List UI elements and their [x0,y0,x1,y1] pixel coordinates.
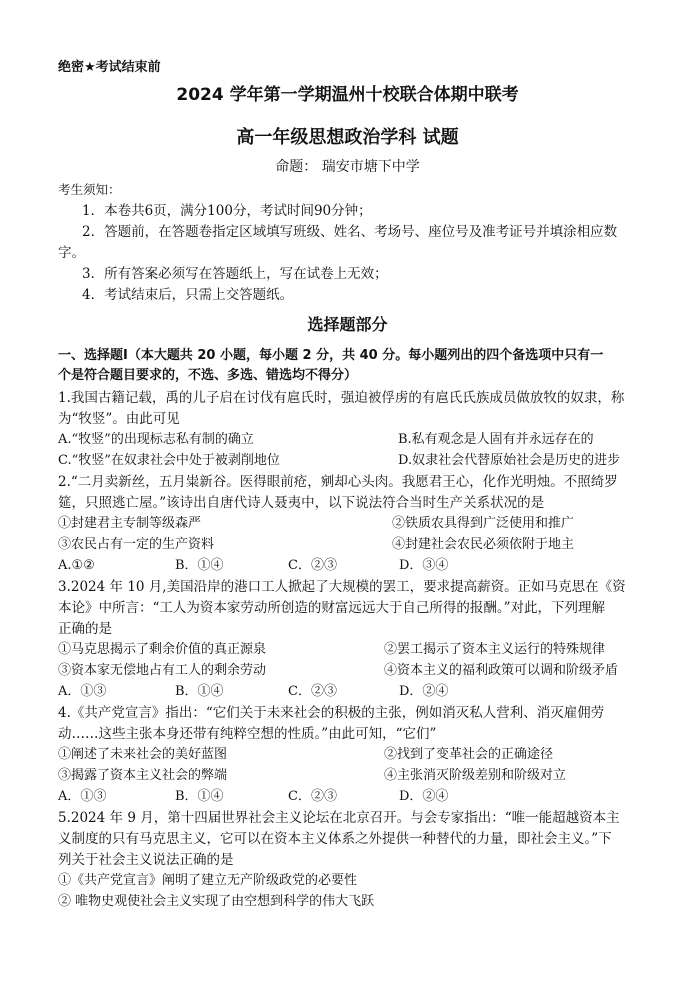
question-3-stem: 3.2024 年 10 月,美国沿岸的港口工人掀起了大规模的罢工，要求提高薪资。正如马克思在《资 [58,579,626,595]
exam-author: 命题： 瑞安市塘下中学 [275,159,420,175]
section-title: 选择题部分 [307,315,388,334]
statement-3: ③揭露了资本主义社会的弊端 [58,768,228,783]
option-b: B.私有观念是人固有并永远存在的 [398,432,594,447]
statement-4: ④资本主义的福利政策可以调和阶级矛盾 [384,663,619,678]
statement-1: ①阐述了未来社会的美好蓝图 [58,747,228,762]
option-c: C．②③ [288,558,337,573]
option-d: D．②④ [399,684,449,699]
question-3-stem: 本论》中所言：“工人为资本家劳动所创造的财富远远大于自己所得的报酬。”对此，下列理解 [58,600,606,616]
option-c: C.“牧竖”在奴隶社会中处于被剥削地位 [58,453,280,468]
statement-1: ①马克思揭示了剩余价值的真正源泉 [58,642,267,657]
statement-2: ②罢工揭示了资本主义运行的特殊规律 [384,642,606,657]
statement-2: ② 唯物史观使社会主义实现了由空想到科学的伟大飞跃 [58,894,375,909]
secret-label: 绝密★考试结束前 [58,60,161,75]
option-a: A.“牧竖”的出现标志私有制的确立 [58,432,254,447]
option-d: D．②④ [399,789,449,804]
statement-1: ①封建君主专制等级森严 [58,516,202,531]
section-instruction: 一、选择题Ⅰ（本大题共 20 小题，每小题 2 分，共 40 分。每小题列出的四个备选项中只有一 [58,348,604,363]
section-instruction: 个是符合题目要求的，不选、多选、错选均不得分） [58,368,358,383]
notice-item: 2．答题前，在答题卷指定区域填写班级、姓名、考场号、座位号及准考证号并填涂相应数 [82,224,618,240]
option-a: A．①③ [58,684,107,699]
question-1-stem: 为“牧竖”。由此可见 [58,411,180,427]
question-4-stem: 4.《共产党宣言》指出：“它们关于未来社会的积极的主张，例如消灭私人营利、消灭雇佣劳 [58,705,605,721]
option-a: A．①③ [58,789,107,804]
statement-4: ④主张消灭阶级差别和阶级对立 [384,768,567,783]
question-5-stem: 5.2024 年 9 月，第十四届世界社会主义论坛在北京召开。与会专家指出：“唯一能超越资本主 [58,810,620,826]
question-2-stem: 筵，只照逃亡屋。”该诗出自唐代诗人聂夷中，以下说法符合当时生产关系状况的是 [58,495,545,511]
notice-heading: 考生须知： [58,182,121,197]
notice-item: 1．本卷共6页，满分100分，考试时间90分钟； [82,203,372,219]
statement-3: ③农民占有一定的生产资料 [58,537,215,552]
notice-item: 3．所有答案必须写在答题纸上，写在试卷上无效； [82,266,388,282]
question-2-stem: 2.“二月卖新丝，五月粜新谷。医得眼前疮，剜却心头肉。我愿君王心，化作光明烛。不照绮罗 [58,474,618,490]
question-3-stem: 正确的是 [58,621,112,637]
option-d: D.奴隶社会代替原始社会是历史的进步 [398,453,621,468]
option-c: C．②③ [288,789,337,804]
question-4-stem: 动……这些主张本身还带有纯粹空想的性质。”由此可知，“它们” [58,726,437,742]
statement-4: ④封建社会农民必须依附于地主 [392,537,575,552]
option-d: D．③④ [399,558,449,573]
option-b: B．①④ [175,684,224,699]
statement-3: ③资本家无偿地占有工人的剩余劳动 [58,663,267,678]
statement-2: ②铁质农具得到广泛使用和推广 [392,516,575,531]
option-a: A.①② [58,558,95,573]
statement-1: ①《共产党宣言》阐明了建立无产阶级政党的必要性 [58,873,358,888]
question-1-stem: 1.我国古籍记载，禹的儿子启在讨伐有扈氏时，强迫被俘虏的有扈氏氏族成员做放牧的奴隶，称 [58,390,625,406]
option-b: B．①④ [175,789,224,804]
option-b: B．①④ [175,558,224,573]
question-5-stem: 义制度的只有马克思主义，它可以在资本主义体系之外提供一种替代的力量，即社会主义。”下 [58,831,612,847]
question-5-stem: 列关于社会主义说法正确的是 [58,852,234,868]
notice-item: 4．考试结束后，只需上交答题纸。 [82,287,294,303]
exam-title: 2024 学年第一学期温州十校联合体期中联考 [176,85,519,105]
notice-item: 字。 [58,245,85,261]
option-c: C．②③ [288,684,337,699]
statement-2: ②找到了变革社会的正确途径 [384,747,554,762]
exam-subtitle: 高一年级思想政治学科 试题 [236,127,459,148]
